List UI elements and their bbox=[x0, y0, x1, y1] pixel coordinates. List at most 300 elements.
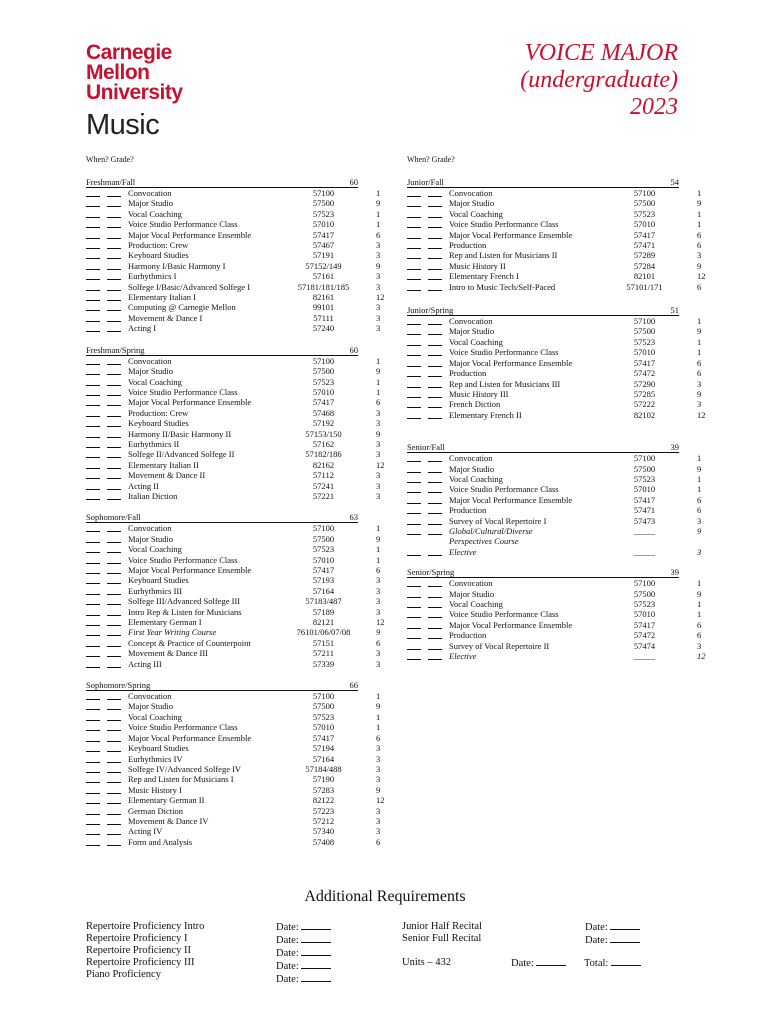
when-blank[interactable] bbox=[407, 271, 421, 280]
when-blank[interactable] bbox=[407, 261, 421, 270]
course-units: 12 bbox=[697, 651, 706, 662]
when-blank[interactable] bbox=[86, 816, 100, 825]
course-name: Elective bbox=[449, 651, 477, 662]
course-row bbox=[407, 651, 706, 662]
when-blank[interactable] bbox=[86, 470, 100, 479]
grade-blank[interactable] bbox=[107, 219, 121, 228]
grade-blank[interactable] bbox=[428, 526, 442, 535]
grade-blank[interactable] bbox=[107, 534, 121, 543]
course-units: 1 bbox=[376, 386, 381, 397]
course-units: 3 bbox=[376, 658, 381, 669]
grade-blank[interactable] bbox=[107, 816, 121, 825]
course-units: 1 bbox=[697, 208, 702, 219]
course-row bbox=[86, 658, 381, 669]
date-field[interactable] bbox=[301, 934, 331, 943]
when-blank[interactable] bbox=[86, 555, 100, 564]
proficiency-item: Piano Proficiency bbox=[86, 969, 161, 980]
grade-blank[interactable] bbox=[107, 774, 121, 783]
course-units: 9 bbox=[376, 366, 381, 377]
grade-blank[interactable] bbox=[107, 659, 121, 668]
when-blank[interactable] bbox=[86, 429, 100, 438]
when-blank[interactable] bbox=[86, 449, 100, 458]
when-blank[interactable] bbox=[86, 219, 100, 228]
grade-blank[interactable] bbox=[107, 470, 121, 479]
grade-blank[interactable] bbox=[428, 453, 442, 462]
when-blank[interactable] bbox=[86, 439, 100, 448]
grade-blank[interactable] bbox=[107, 230, 121, 239]
course-units: 3 bbox=[376, 490, 381, 501]
course-number: 57100 bbox=[633, 578, 656, 589]
grade-blank[interactable] bbox=[107, 198, 121, 207]
when-blank[interactable] bbox=[86, 712, 100, 721]
grade-blank[interactable] bbox=[428, 547, 442, 556]
grade-blank[interactable] bbox=[107, 313, 121, 322]
course-name: Harmony I/Basic Harmony I bbox=[128, 260, 226, 271]
grade-blank[interactable] bbox=[107, 555, 121, 564]
course-row bbox=[86, 198, 381, 209]
grade-blank[interactable] bbox=[107, 544, 121, 553]
grade-blank[interactable] bbox=[428, 209, 442, 218]
course-name: French Diction bbox=[449, 399, 501, 410]
course-name: Keyboard Studies bbox=[128, 575, 189, 586]
course-units: 3 bbox=[376, 743, 381, 754]
semester-name: Senior/Spring bbox=[407, 567, 455, 578]
semester-total: 60 bbox=[349, 344, 358, 355]
grade-blank[interactable] bbox=[107, 575, 121, 584]
when-blank[interactable] bbox=[86, 282, 100, 291]
course-name: Major Studio bbox=[449, 463, 495, 474]
when-blank[interactable] bbox=[86, 302, 100, 311]
when-blank[interactable] bbox=[86, 387, 100, 396]
grade-blank[interactable] bbox=[428, 589, 442, 598]
grade-blank[interactable] bbox=[428, 282, 442, 291]
when-blank[interactable] bbox=[86, 648, 100, 657]
when-blank[interactable] bbox=[86, 701, 100, 710]
when-blank[interactable] bbox=[86, 313, 100, 322]
grade-blank[interactable] bbox=[107, 523, 121, 532]
grade-blank[interactable] bbox=[428, 620, 442, 629]
grade-blank[interactable] bbox=[428, 578, 442, 587]
when-blank[interactable] bbox=[86, 764, 100, 773]
grade-blank[interactable] bbox=[107, 240, 121, 249]
course-name: Global/Cultural/Diverse bbox=[449, 525, 533, 536]
grade-blank[interactable] bbox=[107, 282, 121, 291]
course-number: 82102 bbox=[633, 409, 656, 420]
course-units: 6 bbox=[697, 229, 702, 240]
course-row bbox=[86, 815, 381, 826]
date-field[interactable] bbox=[301, 960, 331, 969]
when-blank[interactable] bbox=[407, 209, 421, 218]
grade-blank[interactable] bbox=[107, 250, 121, 259]
when-blank[interactable] bbox=[407, 368, 421, 377]
when-blank[interactable] bbox=[86, 534, 100, 543]
date-field[interactable] bbox=[610, 921, 640, 930]
when-blank[interactable] bbox=[407, 630, 421, 639]
grade-blank[interactable] bbox=[428, 261, 442, 270]
grade-blank[interactable] bbox=[428, 399, 442, 408]
grade-blank[interactable] bbox=[107, 627, 121, 636]
when-blank[interactable] bbox=[86, 209, 100, 218]
grade-blank[interactable] bbox=[107, 596, 121, 605]
course-row bbox=[407, 484, 702, 495]
when-blank[interactable] bbox=[86, 250, 100, 259]
grade-blank[interactable] bbox=[107, 795, 121, 804]
grade-blank[interactable] bbox=[428, 651, 442, 660]
when-blank[interactable] bbox=[86, 481, 100, 490]
course-units: 9 bbox=[376, 627, 381, 638]
course-number: _____ bbox=[633, 651, 656, 662]
course-number: 82122 bbox=[312, 795, 335, 806]
when-blank[interactable] bbox=[407, 326, 421, 335]
when-blank[interactable] bbox=[407, 641, 421, 650]
grade-blank[interactable] bbox=[107, 722, 121, 731]
grade-blank[interactable] bbox=[428, 347, 442, 356]
when-blank[interactable] bbox=[407, 516, 421, 525]
grade-blank[interactable] bbox=[428, 368, 442, 377]
grade-blank[interactable] bbox=[428, 609, 442, 618]
grade-blank[interactable] bbox=[107, 366, 121, 375]
grade-blank[interactable] bbox=[107, 356, 121, 365]
when-blank[interactable] bbox=[407, 505, 421, 514]
course-number: 57190 bbox=[312, 774, 335, 785]
grade-blank[interactable] bbox=[107, 188, 121, 197]
grade-blank[interactable] bbox=[428, 326, 442, 335]
course-units: 9 bbox=[697, 463, 702, 474]
when-blank[interactable] bbox=[86, 785, 100, 794]
when-blank[interactable] bbox=[407, 316, 421, 325]
grade-blank[interactable] bbox=[107, 449, 121, 458]
grade-blank[interactable] bbox=[107, 418, 121, 427]
date-label: Date: bbox=[276, 935, 299, 946]
course-number: 57500 bbox=[633, 198, 656, 209]
course-number: 57010 bbox=[633, 484, 656, 495]
when-blank[interactable] bbox=[86, 691, 100, 700]
when-blank[interactable] bbox=[407, 453, 421, 462]
grade-blank[interactable] bbox=[428, 389, 442, 398]
title-line: 2023 bbox=[630, 94, 678, 120]
when-blank[interactable] bbox=[86, 565, 100, 574]
when-blank[interactable] bbox=[86, 607, 100, 616]
grade-blank[interactable] bbox=[428, 337, 442, 346]
when-blank[interactable] bbox=[86, 261, 100, 270]
course-units: 9 bbox=[697, 588, 702, 599]
semester-section bbox=[86, 512, 385, 669]
grade-blank[interactable] bbox=[428, 188, 442, 197]
course-units: 3 bbox=[697, 546, 702, 557]
grade-blank[interactable] bbox=[107, 292, 121, 301]
when-blank[interactable] bbox=[86, 722, 100, 731]
when-blank[interactable] bbox=[86, 377, 100, 386]
when-blank[interactable] bbox=[407, 651, 421, 660]
course-row bbox=[86, 585, 381, 596]
when-blank[interactable] bbox=[407, 589, 421, 598]
when-blank[interactable] bbox=[407, 240, 421, 249]
course-units: 1 bbox=[376, 544, 381, 555]
course-row bbox=[407, 609, 702, 620]
when-blank[interactable] bbox=[86, 544, 100, 553]
grade-blank[interactable] bbox=[107, 491, 121, 500]
logo-line: Mellon bbox=[86, 61, 150, 84]
course-name: Major Studio bbox=[449, 198, 495, 209]
grade-blank[interactable] bbox=[107, 837, 121, 846]
course-name: Voice Studio Performance Class bbox=[128, 386, 238, 397]
grade-blank[interactable] bbox=[107, 701, 121, 710]
when-blank[interactable] bbox=[86, 826, 100, 835]
course-number: 57473 bbox=[633, 515, 656, 526]
when-blank[interactable] bbox=[86, 837, 100, 846]
grade-blank[interactable] bbox=[107, 323, 121, 332]
grade-blank[interactable] bbox=[107, 691, 121, 700]
course-row bbox=[86, 565, 381, 575]
course-row bbox=[86, 219, 381, 230]
course-units: 9 bbox=[697, 388, 702, 399]
course-units: 1 bbox=[697, 484, 702, 495]
grade-blank[interactable] bbox=[107, 460, 121, 469]
grade-blank[interactable] bbox=[107, 439, 121, 448]
course-units: 3 bbox=[376, 281, 381, 292]
grade-blank[interactable] bbox=[107, 565, 121, 574]
grade-blank[interactable] bbox=[428, 516, 442, 525]
grade-blank[interactable] bbox=[428, 484, 442, 493]
when-blank[interactable] bbox=[86, 795, 100, 804]
when-blank[interactable] bbox=[407, 389, 421, 398]
grade-blank[interactable] bbox=[107, 733, 121, 742]
grade-blank[interactable] bbox=[107, 806, 121, 815]
grade-blank[interactable] bbox=[107, 209, 121, 218]
semester-header bbox=[407, 442, 679, 453]
grade-blank[interactable] bbox=[428, 536, 442, 544]
when-blank[interactable] bbox=[86, 366, 100, 375]
grade-blank[interactable] bbox=[107, 607, 121, 616]
course-number: 57010 bbox=[312, 219, 335, 230]
when-blank[interactable] bbox=[86, 617, 100, 626]
when-blank[interactable] bbox=[407, 219, 421, 228]
grade-blank[interactable] bbox=[107, 271, 121, 280]
course-name: Major Vocal Performance Ensemble bbox=[449, 494, 573, 505]
when-blank[interactable] bbox=[407, 484, 421, 493]
date-field[interactable] bbox=[301, 947, 331, 956]
course-number: 57340 bbox=[312, 826, 335, 837]
when-blank[interactable] bbox=[86, 575, 100, 584]
grade-blank[interactable] bbox=[107, 638, 121, 647]
grade-blank[interactable] bbox=[107, 302, 121, 311]
grade-blank[interactable] bbox=[428, 219, 442, 228]
when-blank[interactable] bbox=[407, 399, 421, 408]
grade-blank[interactable] bbox=[428, 410, 442, 419]
when-blank[interactable] bbox=[86, 418, 100, 427]
course-units: 1 bbox=[697, 316, 702, 327]
when-blank[interactable] bbox=[407, 620, 421, 629]
when-blank[interactable] bbox=[86, 292, 100, 301]
course-number: 57500 bbox=[633, 326, 656, 337]
when-blank[interactable] bbox=[86, 240, 100, 249]
when-blank[interactable] bbox=[407, 250, 421, 259]
when-grade-label: When? Grade? bbox=[86, 155, 134, 164]
when-blank[interactable] bbox=[407, 188, 421, 197]
course-name: Convocation bbox=[128, 355, 172, 366]
grade-blank[interactable] bbox=[107, 408, 121, 417]
course-units: 1 bbox=[376, 554, 381, 565]
course-number: 57417 bbox=[633, 357, 656, 368]
date-field[interactable] bbox=[536, 957, 566, 966]
when-blank[interactable] bbox=[407, 526, 421, 535]
course-row bbox=[407, 347, 702, 358]
course-row bbox=[86, 438, 381, 449]
grade-blank[interactable] bbox=[107, 826, 121, 835]
when-blank[interactable] bbox=[407, 410, 421, 419]
total-field[interactable] bbox=[611, 957, 641, 966]
grade-blank[interactable] bbox=[428, 250, 442, 259]
grade-blank[interactable] bbox=[107, 648, 121, 657]
when-blank[interactable] bbox=[407, 358, 421, 367]
when-blank[interactable] bbox=[407, 609, 421, 618]
grade-blank[interactable] bbox=[107, 377, 121, 386]
when-blank[interactable] bbox=[86, 323, 100, 332]
when-blank[interactable] bbox=[86, 397, 100, 406]
course-units: 1 bbox=[376, 188, 381, 198]
when-blank[interactable] bbox=[407, 495, 421, 504]
grade-blank[interactable] bbox=[428, 495, 442, 504]
course-units: 3 bbox=[376, 312, 381, 323]
course-number: 57500 bbox=[312, 366, 335, 377]
when-blank[interactable] bbox=[407, 578, 421, 587]
grade-blank[interactable] bbox=[428, 630, 442, 639]
grade-blank[interactable] bbox=[428, 379, 442, 388]
course-units: 9 bbox=[376, 784, 381, 795]
grade-blank[interactable] bbox=[107, 764, 121, 773]
course-name: Intro Rep & Listen for Musicians bbox=[128, 606, 242, 617]
course-name: Solfege IV/Advanced Solfege IV bbox=[128, 763, 242, 774]
grade-blank[interactable] bbox=[428, 240, 442, 249]
course-row bbox=[407, 578, 702, 589]
course-name: Major Vocal Performance Ensemble bbox=[449, 357, 573, 368]
grade-blank[interactable] bbox=[428, 505, 442, 514]
grade-blank[interactable] bbox=[428, 198, 442, 207]
semester-name: Freshman/Fall bbox=[86, 177, 136, 187]
date-field[interactable] bbox=[301, 973, 331, 982]
when-blank[interactable] bbox=[407, 337, 421, 346]
grade-blank[interactable] bbox=[428, 271, 442, 280]
course-row bbox=[407, 453, 702, 464]
when-blank[interactable] bbox=[86, 596, 100, 605]
course-units: 1 bbox=[697, 473, 702, 484]
when-blank[interactable] bbox=[86, 586, 100, 595]
grade-blank[interactable] bbox=[107, 429, 121, 438]
grade-blank[interactable] bbox=[428, 474, 442, 483]
course-units: 3 bbox=[376, 805, 381, 816]
when-blank[interactable] bbox=[86, 230, 100, 239]
grade-blank[interactable] bbox=[428, 464, 442, 473]
grade-blank[interactable] bbox=[107, 481, 121, 490]
date-field[interactable] bbox=[301, 921, 331, 930]
when-blank[interactable] bbox=[86, 408, 100, 417]
when-blank[interactable] bbox=[407, 347, 421, 356]
course-units: 1 bbox=[376, 523, 381, 534]
course-name: Acting I bbox=[128, 323, 157, 334]
course-name: Rep and Listen for Musicians III bbox=[449, 378, 561, 389]
grade-blank[interactable] bbox=[107, 586, 121, 595]
course-row bbox=[407, 357, 702, 368]
course-number: 57010 bbox=[633, 609, 656, 620]
when-blank[interactable] bbox=[86, 491, 100, 500]
grade-blank[interactable] bbox=[107, 261, 121, 270]
when-blank[interactable] bbox=[86, 733, 100, 742]
when-blank[interactable] bbox=[407, 282, 421, 291]
course-name: Computing @ Carnegie Mellon bbox=[128, 302, 236, 313]
when-blank[interactable] bbox=[86, 460, 100, 469]
when-blank[interactable] bbox=[86, 356, 100, 365]
when-blank[interactable] bbox=[407, 230, 421, 239]
when-blank[interactable] bbox=[407, 547, 421, 556]
when-blank[interactable] bbox=[86, 198, 100, 207]
course-units: 3 bbox=[376, 480, 381, 491]
when-blank[interactable] bbox=[86, 638, 100, 647]
proficiency-dates bbox=[276, 921, 331, 986]
grade-blank[interactable] bbox=[107, 785, 121, 794]
course-row bbox=[407, 536, 679, 546]
course-units: 1 bbox=[376, 711, 381, 722]
grade-blank[interactable] bbox=[107, 617, 121, 626]
when-blank[interactable] bbox=[407, 536, 421, 544]
when-blank[interactable] bbox=[86, 659, 100, 668]
when-blank[interactable] bbox=[86, 743, 100, 752]
grade-blank[interactable] bbox=[428, 599, 442, 608]
course-row bbox=[86, 784, 381, 795]
when-blank[interactable] bbox=[86, 806, 100, 815]
grade-blank[interactable] bbox=[107, 397, 121, 406]
course-row bbox=[86, 250, 381, 261]
course-units: 1 bbox=[697, 578, 702, 589]
grade-blank[interactable] bbox=[107, 743, 121, 752]
course-number: 57010 bbox=[312, 722, 335, 733]
course-units: 12 bbox=[697, 409, 706, 420]
when-blank[interactable] bbox=[407, 198, 421, 207]
course-name: Solfege III/Advanced Solfege III bbox=[128, 596, 241, 607]
when-blank[interactable] bbox=[407, 474, 421, 483]
course-number: 57339 bbox=[312, 658, 335, 669]
course-units: 3 bbox=[376, 438, 381, 449]
course-units: 6 bbox=[376, 732, 381, 743]
grade-blank[interactable] bbox=[428, 641, 442, 650]
grade-blank[interactable] bbox=[107, 754, 121, 763]
when-blank[interactable] bbox=[86, 271, 100, 280]
course-units: 3 bbox=[697, 250, 702, 261]
when-blank[interactable] bbox=[407, 379, 421, 388]
grade-blank[interactable] bbox=[107, 712, 121, 721]
course-number: 57010 bbox=[312, 386, 335, 397]
course-name: Elementary German I bbox=[128, 617, 202, 628]
when-blank[interactable] bbox=[86, 627, 100, 636]
course-name: Keyboard Studies bbox=[128, 743, 189, 754]
course-number: 57417 bbox=[633, 229, 656, 240]
grade-blank[interactable] bbox=[107, 387, 121, 396]
course-units: 12 bbox=[376, 292, 385, 303]
grade-blank[interactable] bbox=[428, 230, 442, 239]
when-blank[interactable] bbox=[407, 599, 421, 608]
grade-blank[interactable] bbox=[428, 358, 442, 367]
course-number: 57523 bbox=[312, 711, 335, 722]
date-field[interactable] bbox=[610, 934, 640, 943]
course-number: 57471 bbox=[633, 505, 656, 516]
when-blank[interactable] bbox=[86, 754, 100, 763]
course-units: 6 bbox=[376, 229, 381, 240]
when-blank[interactable] bbox=[86, 188, 100, 197]
course-name: Convocation bbox=[449, 578, 493, 589]
when-blank[interactable] bbox=[86, 523, 100, 532]
when-blank[interactable] bbox=[86, 774, 100, 783]
when-blank[interactable] bbox=[407, 464, 421, 473]
grade-blank[interactable] bbox=[428, 316, 442, 325]
